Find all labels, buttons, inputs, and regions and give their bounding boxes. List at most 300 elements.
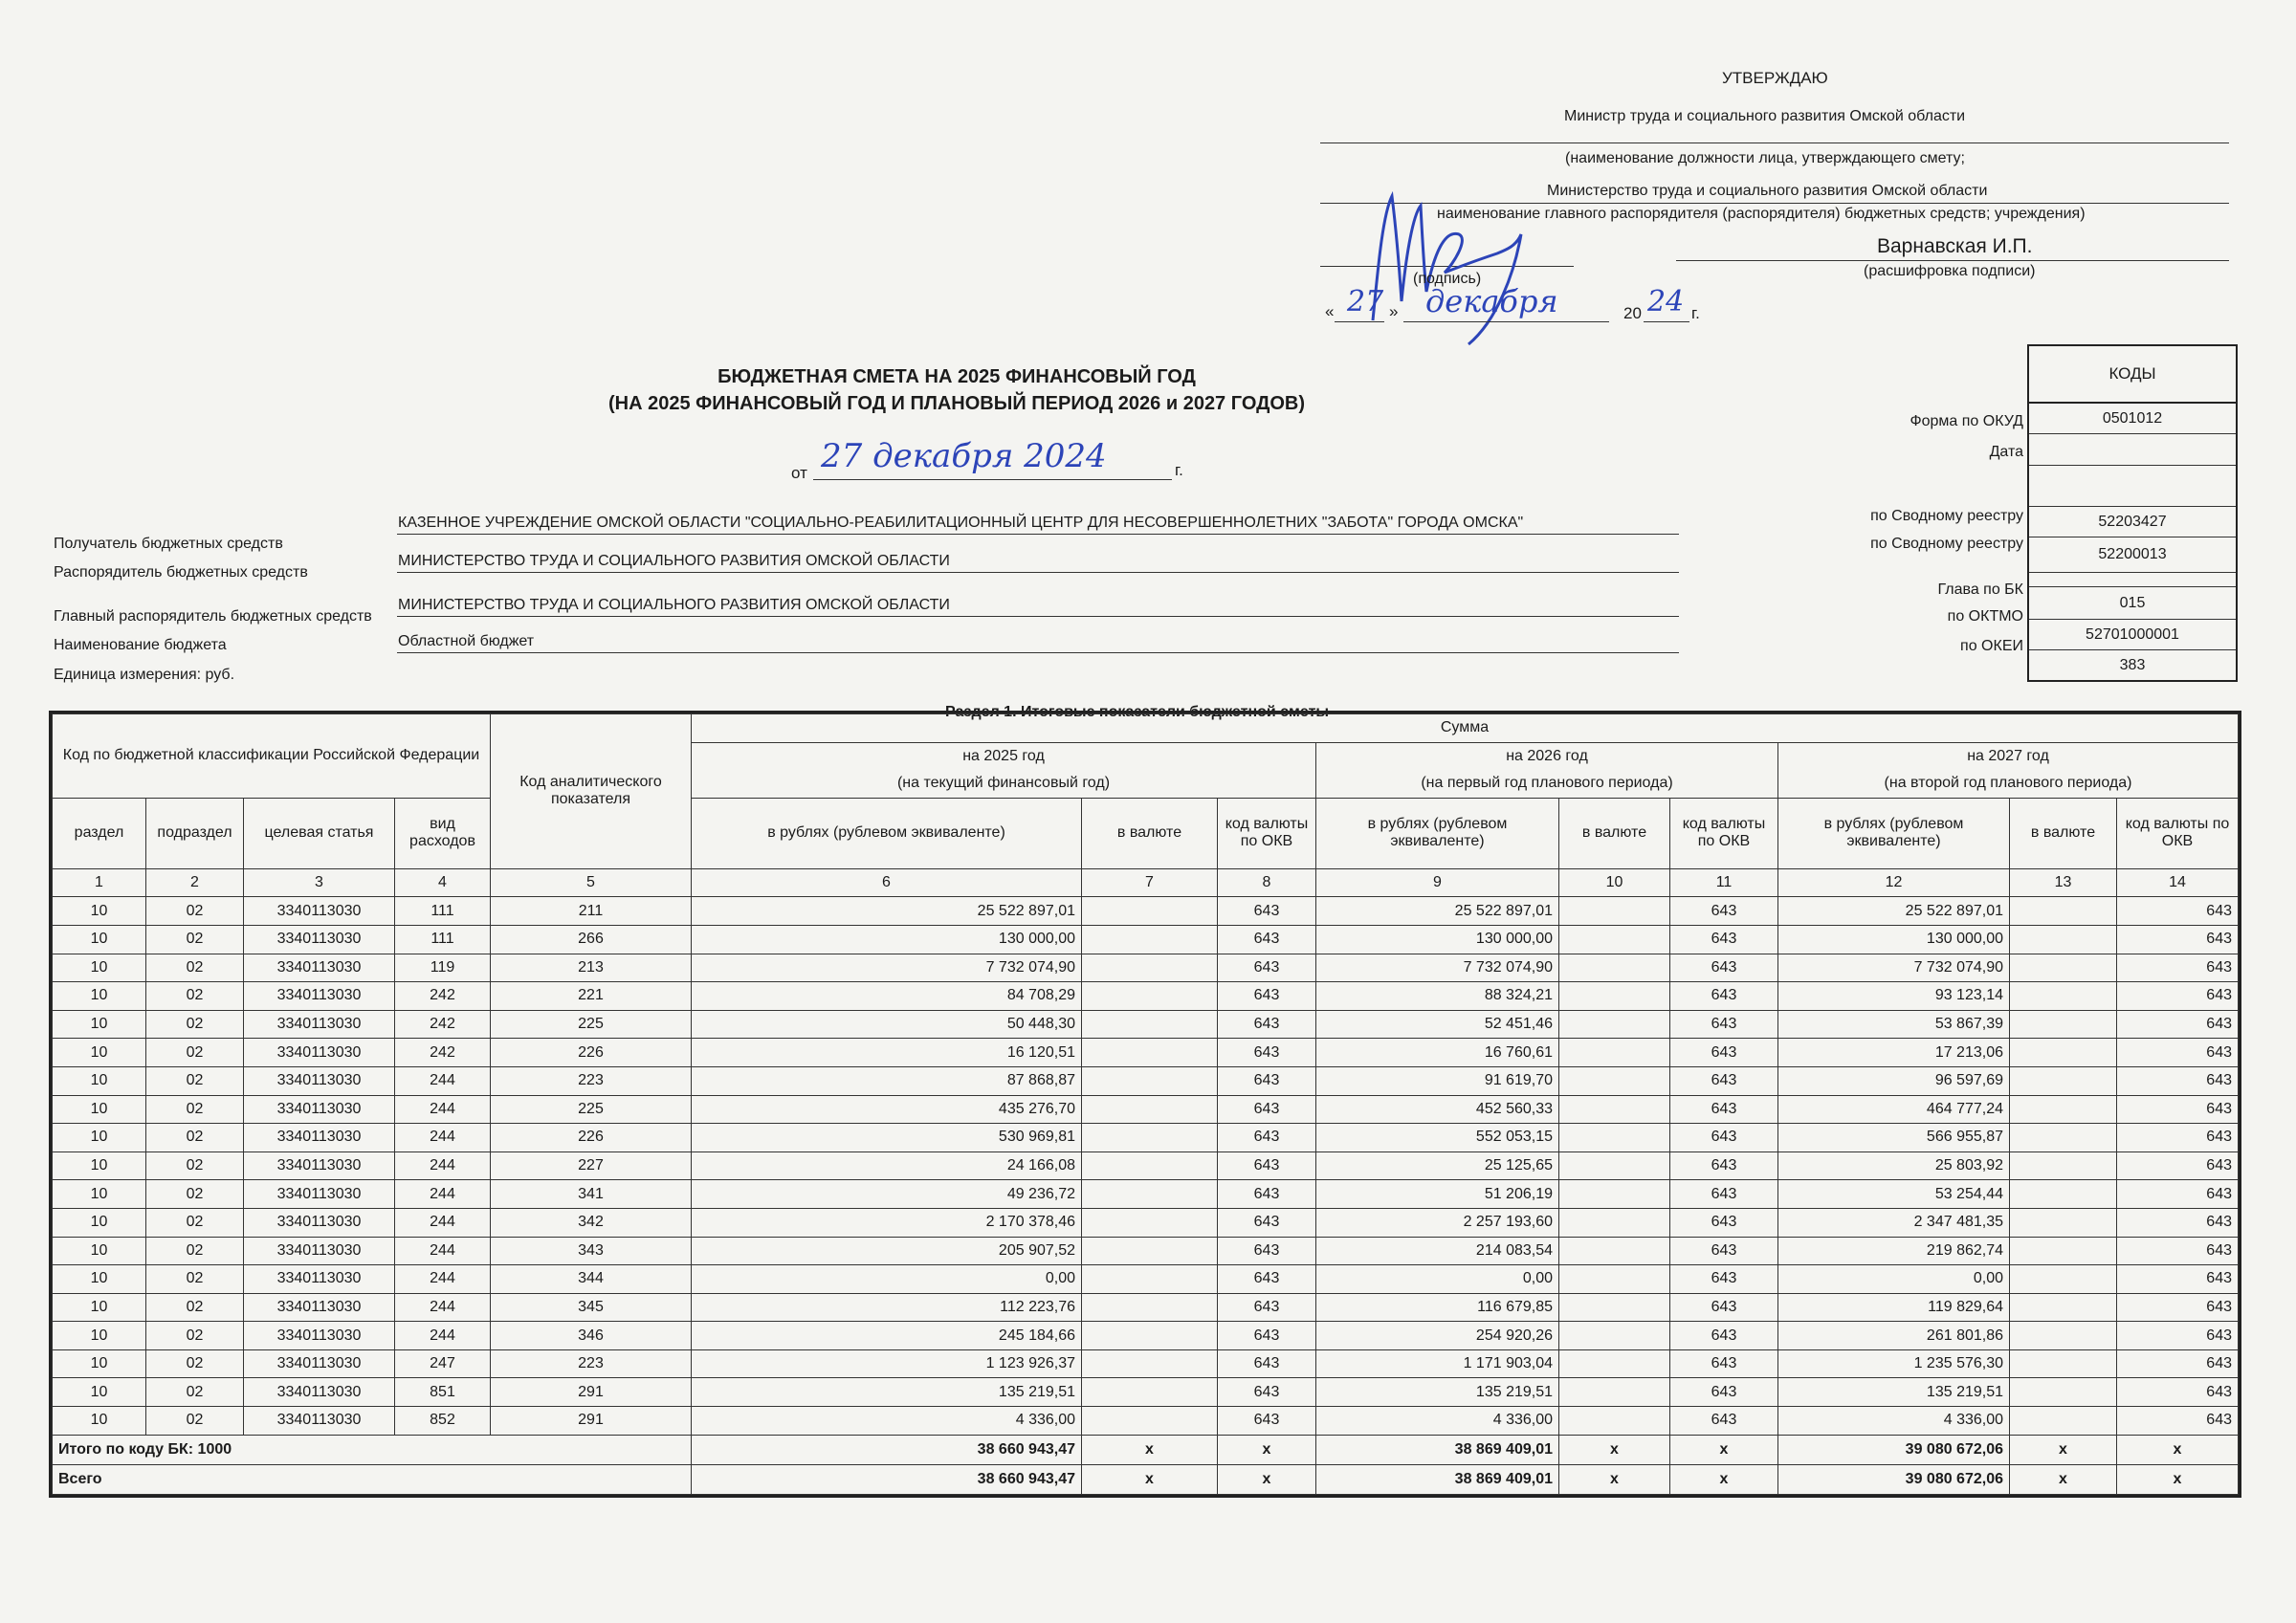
table-cell: 221 xyxy=(491,982,692,1011)
table-row xyxy=(53,1124,2239,1152)
table-cell: 205 907,52 xyxy=(692,1237,1082,1265)
table-cell: 02 xyxy=(146,1265,244,1294)
th-2026: на 2026 год xyxy=(1316,742,1778,770)
table-cell xyxy=(1082,897,1218,926)
approve-date-day: 27 xyxy=(1347,285,1384,318)
table-cell: 50 448,30 xyxy=(692,1010,1082,1039)
table-cell: 3340113030 xyxy=(244,1378,395,1407)
codes-header: КОДЫ xyxy=(2029,346,2236,404)
budget-table xyxy=(52,713,2239,1495)
table-cell: 02 xyxy=(146,954,244,982)
table-cell: 242 xyxy=(395,1039,491,1067)
table-cell: 643 xyxy=(2117,1322,2239,1350)
table-cell: 643 xyxy=(2117,982,2239,1011)
table-cell xyxy=(1559,1208,1670,1237)
table-cell: 10 xyxy=(53,1208,146,1237)
table-cell xyxy=(2010,1265,2117,1294)
table-cell: 643 xyxy=(1670,1010,1778,1039)
table-cell: 111 xyxy=(395,897,491,926)
th-kbk: Код по бюджетной классификации Российской Федерации xyxy=(53,714,491,799)
table-cell: 643 xyxy=(1218,925,1316,954)
table-cell: 10 xyxy=(53,1265,146,1294)
table-cell: 10 xyxy=(53,897,146,926)
table-cell: 566 955,87 xyxy=(1778,1124,2010,1152)
table-cell: 643 xyxy=(1670,1293,1778,1322)
table-cell: 3340113030 xyxy=(244,1010,395,1039)
table-cell: 643 xyxy=(1670,1039,1778,1067)
th-2027: на 2027 год xyxy=(1778,742,2239,770)
table-cell xyxy=(1082,1407,1218,1436)
table-cell: 851 xyxy=(395,1378,491,1407)
table-cell: 16 120,51 xyxy=(692,1039,1082,1067)
table-cell: 3340113030 xyxy=(244,1322,395,1350)
table-cell: 643 xyxy=(1670,1208,1778,1237)
column-number: 10 xyxy=(1559,868,1670,897)
table-cell: 452 560,33 xyxy=(1316,1095,1559,1124)
table-cell: 643 xyxy=(1670,1095,1778,1124)
table-cell: 643 xyxy=(1670,1151,1778,1180)
table-cell: 242 xyxy=(395,1010,491,1039)
main-manager-value: МИНИСТЕРСТВО ТРУДА И СОЦИАЛЬНОГО РАЗВИТИЯ ОМСКОЙ ОБЛАСТИ xyxy=(398,597,950,613)
table-cell: 643 xyxy=(1218,1151,1316,1180)
recipient-value: КАЗЕННОЕ УЧРЕЖДЕНИЕ ОМСКОЙ ОБЛАСТИ "СОЦИАЛЬНО-РЕАБИЛИТАЦИОННЫЙ ЦЕНТР ДЛЯ НЕСОВЕРШЕННОЛЕТНИХ "ЗАБОТА" ГОРОДА ОМСКА" xyxy=(398,515,1524,531)
table-cell: 219 862,74 xyxy=(1778,1237,2010,1265)
table-cell: 3340113030 xyxy=(244,1180,395,1209)
table-row xyxy=(53,1039,2239,1067)
table-cell: 464 777,24 xyxy=(1778,1095,2010,1124)
column-number: 1 xyxy=(53,868,146,897)
column-numbers-row xyxy=(53,868,2239,897)
table-cell xyxy=(2010,1124,2117,1152)
subtotal-row-cell: 39 080 672,06 xyxy=(1778,1435,2010,1464)
table-cell: 244 xyxy=(395,1151,491,1180)
table-cell: 3340113030 xyxy=(244,1095,395,1124)
table-cell: 93 123,14 xyxy=(1778,982,2010,1011)
table-cell: 344 xyxy=(491,1265,692,1294)
column-number: 14 xyxy=(2117,868,2239,897)
okei-label: по ОКЕИ xyxy=(1960,638,2023,654)
table-cell: 345 xyxy=(491,1293,692,1322)
table-cell: 643 xyxy=(1218,1265,1316,1294)
table-cell: 291 xyxy=(491,1407,692,1436)
table-cell: 25 522 897,01 xyxy=(1778,897,2010,926)
approve-date-year-prefix: 20 xyxy=(1623,304,1642,322)
table-cell: 84 708,29 xyxy=(692,982,1082,1011)
th-val-2027: в валюте xyxy=(2010,798,2117,868)
table-cell: 435 276,70 xyxy=(692,1095,1082,1124)
table-cell: 02 xyxy=(146,982,244,1011)
table-cell: 91 619,70 xyxy=(1316,1066,1559,1095)
table-cell: 643 xyxy=(1670,1349,1778,1378)
table-cell: 3340113030 xyxy=(244,1039,395,1067)
table-cell: 02 xyxy=(146,925,244,954)
unit-label: Единица измерения: руб. xyxy=(54,667,235,683)
doc-title-1: БЮДЖЕТНАЯ СМЕТА НА 2025 ФИНАНСОВЫЙ ГОД xyxy=(718,366,1196,387)
table-cell: 2 170 378,46 xyxy=(692,1208,1082,1237)
codes-box xyxy=(2027,344,2238,682)
th-2027-sub: (на второй год планового периода) xyxy=(1778,770,2239,798)
table-cell xyxy=(1082,1293,1218,1322)
subtotal-row-label: Итого по коду БК: 1000 xyxy=(53,1435,692,1464)
table-row xyxy=(53,1265,2239,1294)
table-cell: 643 xyxy=(1670,1066,1778,1095)
table-cell: 643 xyxy=(1218,954,1316,982)
table-cell: 242 xyxy=(395,982,491,1011)
table-cell: 02 xyxy=(146,1378,244,1407)
th-2025-sub: (на текущий финансовый год) xyxy=(692,770,1316,798)
table-cell: 02 xyxy=(146,1349,244,1378)
code-okei: 383 xyxy=(2119,656,2146,673)
table-cell: 1 235 576,30 xyxy=(1778,1349,2010,1378)
table-cell: 4 336,00 xyxy=(1316,1407,1559,1436)
table-cell: 247 xyxy=(395,1349,491,1378)
signer-name: Варнавская И.П. xyxy=(1877,235,2033,257)
table-cell xyxy=(2010,1208,2117,1237)
table-cell: 1 123 926,37 xyxy=(692,1349,1082,1378)
subtotal-row-cell: x xyxy=(1218,1435,1316,1464)
table-row xyxy=(53,1151,2239,1180)
table-cell: 3340113030 xyxy=(244,1151,395,1180)
table-cell xyxy=(1082,1124,1218,1152)
table-cell: 10 xyxy=(53,1407,146,1436)
table-cell xyxy=(2010,1237,2117,1265)
table-cell: 2 257 193,60 xyxy=(1316,1208,1559,1237)
table-cell xyxy=(1082,1095,1218,1124)
table-cell: 7 732 074,90 xyxy=(692,954,1082,982)
code-oktmo: 52701000001 xyxy=(2029,620,2236,650)
date-label: Дата xyxy=(1989,444,2023,460)
table-cell: 25 125,65 xyxy=(1316,1151,1559,1180)
table-cell: 112 223,76 xyxy=(692,1293,1082,1322)
table-cell: 643 xyxy=(2117,1180,2239,1209)
signature-hint: (подпись) xyxy=(1413,271,1482,287)
table-cell: 342 xyxy=(491,1208,692,1237)
table-cell: 244 xyxy=(395,1237,491,1265)
th-okv-2026: код валюты по ОКВ xyxy=(1670,798,1778,868)
subtotal-row-cell: x xyxy=(2117,1435,2239,1464)
table-cell: 0,00 xyxy=(1316,1265,1559,1294)
table-cell: 244 xyxy=(395,1265,491,1294)
column-number: 5 xyxy=(491,868,692,897)
table-cell: 130 000,00 xyxy=(692,925,1082,954)
table-cell: 643 xyxy=(2117,1265,2239,1294)
table-cell: 643 xyxy=(1670,1237,1778,1265)
table-cell: 49 236,72 xyxy=(692,1180,1082,1209)
table-cell: 244 xyxy=(395,1208,491,1237)
table-cell xyxy=(1559,925,1670,954)
table-cell: 3340113030 xyxy=(244,1208,395,1237)
table-cell xyxy=(2010,1378,2117,1407)
column-number: 3 xyxy=(244,868,395,897)
reestr-label-2: по Сводному реестру xyxy=(1870,536,2023,552)
table-cell: 10 xyxy=(53,1151,146,1180)
table-cell xyxy=(1082,1322,1218,1350)
table-cell: 02 xyxy=(146,1293,244,1322)
table-cell: 643 xyxy=(2117,1124,2239,1152)
table-cell: 0,00 xyxy=(1778,1265,2010,1294)
code-reestr-1: 52203427 xyxy=(2029,507,2236,537)
table-cell: 3340113030 xyxy=(244,1265,395,1294)
table-cell: 643 xyxy=(1218,1124,1316,1152)
table-cell xyxy=(1082,1039,1218,1067)
table-cell: 245 184,66 xyxy=(692,1322,1082,1350)
table-row xyxy=(53,1349,2239,1378)
subtotal-row-cell: x xyxy=(1670,1435,1778,1464)
table-cell: 261 801,86 xyxy=(1778,1322,2010,1350)
total-row-cell: x xyxy=(1559,1464,1670,1494)
table-cell: 02 xyxy=(146,1010,244,1039)
th-podrazdel: подраздел xyxy=(146,798,244,868)
th-okv-2027: код валюты по ОКВ xyxy=(2117,798,2239,868)
table-cell: 02 xyxy=(146,897,244,926)
table-cell xyxy=(2010,1066,2117,1095)
table-cell: 02 xyxy=(146,1237,244,1265)
table-cell: 291 xyxy=(491,1378,692,1407)
section-title: Раздел 1. Итоговые показатели бюджетной сметы xyxy=(945,704,1330,720)
table-row xyxy=(53,1322,2239,1350)
table-row xyxy=(53,925,2239,954)
codes-labels xyxy=(1626,344,2023,660)
table-cell: 88 324,21 xyxy=(1316,982,1559,1011)
table-cell xyxy=(1559,1265,1670,1294)
table-cell xyxy=(1559,1151,1670,1180)
table-cell: 53 254,44 xyxy=(1778,1180,2010,1209)
total-row-label: Всего xyxy=(53,1464,692,1494)
table-cell: 0,00 xyxy=(692,1265,1082,1294)
table-cell: 643 xyxy=(1218,1322,1316,1350)
table-row xyxy=(53,1066,2239,1095)
table-cell: 02 xyxy=(146,1322,244,1350)
table-cell: 10 xyxy=(53,1237,146,1265)
table-cell: 643 xyxy=(1218,1180,1316,1209)
table-cell: 530 969,81 xyxy=(692,1124,1082,1152)
table-cell: 02 xyxy=(146,1208,244,1237)
approve-date-month: декабря xyxy=(1425,283,1558,319)
table-cell: 643 xyxy=(1670,1378,1778,1407)
table-row xyxy=(53,1180,2239,1209)
table-cell: 643 xyxy=(2117,1010,2239,1039)
table-cell: 3340113030 xyxy=(244,1407,395,1436)
approve-date-year-suffix: 24 xyxy=(1647,285,1685,318)
table-cell: 643 xyxy=(1218,1066,1316,1095)
position-hint: (наименование должности лица, утверждающего смету; xyxy=(1565,150,1965,166)
table-cell: 643 xyxy=(2117,1066,2239,1095)
table-cell: 02 xyxy=(146,1151,244,1180)
table-cell: 214 083,54 xyxy=(1316,1237,1559,1265)
table-cell: 643 xyxy=(1670,954,1778,982)
table-cell: 02 xyxy=(146,1124,244,1152)
approve-date-g: г. xyxy=(1691,304,1700,322)
table-cell xyxy=(1559,1010,1670,1039)
total-row-cell: x xyxy=(2117,1464,2239,1494)
table-row xyxy=(53,1293,2239,1322)
table-cell xyxy=(1082,1208,1218,1237)
table-cell xyxy=(1559,954,1670,982)
table-cell xyxy=(1082,1349,1218,1378)
table-cell: 3340113030 xyxy=(244,1066,395,1095)
table-cell: 643 xyxy=(2117,954,2239,982)
table-cell: 02 xyxy=(146,1066,244,1095)
table-cell: 135 219,51 xyxy=(1316,1378,1559,1407)
table-cell: 643 xyxy=(2117,1095,2239,1124)
table-cell xyxy=(1559,1378,1670,1407)
table-cell xyxy=(2010,1151,2117,1180)
table-cell xyxy=(1559,1039,1670,1067)
column-number: 12 xyxy=(1778,868,2010,897)
th-okv-2025: код валюты по ОКВ xyxy=(1218,798,1316,868)
table-cell: 223 xyxy=(491,1349,692,1378)
total-row-cell: 38 869 409,01 xyxy=(1316,1464,1559,1494)
column-number: 7 xyxy=(1082,868,1218,897)
table-cell: 10 xyxy=(53,1095,146,1124)
table-cell xyxy=(1559,1066,1670,1095)
table-cell: 25 803,92 xyxy=(1778,1151,2010,1180)
table-cell: 51 206,19 xyxy=(1316,1180,1559,1209)
table-cell: 130 000,00 xyxy=(1778,925,2010,954)
th-2026-sub: (на первый год планового периода) xyxy=(1316,770,1778,798)
table-cell: 96 597,69 xyxy=(1778,1066,2010,1095)
table-cell xyxy=(1559,1095,1670,1124)
subtotal-row-cell: x xyxy=(2010,1435,2117,1464)
approver-org: Министерство труда и социального развития Омской области xyxy=(1547,183,1988,199)
table-cell: 643 xyxy=(2117,1151,2239,1180)
th-rub-2027: в рублях (рублевом эквиваленте) xyxy=(1778,798,2010,868)
table-cell: 341 xyxy=(491,1180,692,1209)
table-cell: 02 xyxy=(146,1095,244,1124)
total-row-cell: x xyxy=(2010,1464,2117,1494)
th-analytic: Код аналитического показателя xyxy=(491,714,692,869)
column-number: 4 xyxy=(395,868,491,897)
table-row xyxy=(53,1208,2239,1237)
table-cell xyxy=(1082,954,1218,982)
signature-mark xyxy=(1354,177,1545,349)
table-cell: 3340113030 xyxy=(244,1349,395,1378)
column-number: 8 xyxy=(1218,868,1316,897)
approver-position: Министр труда и социального развития Омской области xyxy=(1564,108,1966,124)
table-cell xyxy=(1559,1124,1670,1152)
table-cell xyxy=(1559,1407,1670,1436)
table-cell: 4 336,00 xyxy=(692,1407,1082,1436)
table-cell xyxy=(1559,982,1670,1011)
th-rub-2026: в рублях (рублевом эквиваленте) xyxy=(1316,798,1559,868)
table-cell xyxy=(1082,1180,1218,1209)
table-cell: 643 xyxy=(1218,1378,1316,1407)
signer-line xyxy=(1676,260,2229,261)
table-cell: 02 xyxy=(146,1039,244,1067)
table-cell xyxy=(1559,1349,1670,1378)
table-cell: 643 xyxy=(1218,1293,1316,1322)
table-cell: 225 xyxy=(491,1010,692,1039)
oktmo-label: по ОКТМО xyxy=(1947,608,2023,625)
th-2025: на 2025 год xyxy=(692,742,1316,770)
table-cell: 244 xyxy=(395,1293,491,1322)
th-vid: вид расходов xyxy=(395,798,491,868)
table-cell: 643 xyxy=(2117,1293,2239,1322)
table-cell: 643 xyxy=(2117,925,2239,954)
table-row xyxy=(53,954,2239,982)
table-cell xyxy=(1082,1151,1218,1180)
table-cell: 643 xyxy=(1218,982,1316,1011)
table-cell: 643 xyxy=(1218,1349,1316,1378)
table-cell: 17 213,06 xyxy=(1778,1039,2010,1067)
table-cell xyxy=(1559,897,1670,926)
table-cell: 244 xyxy=(395,1066,491,1095)
doc-date-ot: от xyxy=(791,464,807,482)
table-cell: 52 451,46 xyxy=(1316,1010,1559,1039)
table-cell: 10 xyxy=(53,1293,146,1322)
table-cell: 211 xyxy=(491,897,692,926)
manager-label: Распорядитель бюджетных средств xyxy=(54,564,308,581)
manager-value: МИНИСТЕРСТВО ТРУДА И СОЦИАЛЬНОГО РАЗВИТИЯ ОМСКОЙ ОБЛАСТИ xyxy=(398,553,950,569)
table-cell: 02 xyxy=(146,1407,244,1436)
subtotal-row-cell: x xyxy=(1082,1435,1218,1464)
table-cell: 116 679,85 xyxy=(1316,1293,1559,1322)
table-cell: 643 xyxy=(1218,1039,1316,1067)
table-cell xyxy=(2010,1407,2117,1436)
table-cell: 3340113030 xyxy=(244,982,395,1011)
table-cell: 10 xyxy=(53,1180,146,1209)
table-row xyxy=(53,1237,2239,1265)
table-cell xyxy=(1559,1322,1670,1350)
table-row xyxy=(53,982,2239,1011)
table-cell: 225 xyxy=(491,1095,692,1124)
table-cell: 02 xyxy=(146,1180,244,1209)
table-cell: 10 xyxy=(53,1039,146,1067)
table-cell xyxy=(1559,1293,1670,1322)
table-cell: 53 867,39 xyxy=(1778,1010,2010,1039)
table-cell: 643 xyxy=(1670,1180,1778,1209)
table-cell: 3340113030 xyxy=(244,954,395,982)
table-cell: 135 219,51 xyxy=(692,1378,1082,1407)
subtotal-row-cell: x xyxy=(1559,1435,1670,1464)
budget-label: Наименование бюджета xyxy=(54,637,227,653)
signer-hint: (расшифровка подписи) xyxy=(1864,263,2036,279)
table-cell: 643 xyxy=(1218,1010,1316,1039)
total-row-cell: 39 080 672,06 xyxy=(1778,1464,2010,1494)
table-cell: 343 xyxy=(491,1237,692,1265)
table-cell: 643 xyxy=(1218,1407,1316,1436)
table-cell: 643 xyxy=(2117,1349,2239,1378)
table-cell xyxy=(2010,954,2117,982)
table-cell: 10 xyxy=(53,1322,146,1350)
total-row-cell: x xyxy=(1670,1464,1778,1494)
table-cell xyxy=(2010,1010,2117,1039)
table-cell: 227 xyxy=(491,1151,692,1180)
table-cell xyxy=(2010,1322,2117,1350)
column-number: 11 xyxy=(1670,868,1778,897)
table-cell: 24 166,08 xyxy=(692,1151,1082,1180)
table-cell xyxy=(2010,1349,2117,1378)
table-cell: 643 xyxy=(2117,1237,2239,1265)
th-val-2025: в валюте xyxy=(1082,798,1218,868)
subtotal-row-cell: 38 869 409,01 xyxy=(1316,1435,1559,1464)
table-cell: 643 xyxy=(2117,1378,2239,1407)
table-cell: 7 732 074,90 xyxy=(1316,954,1559,982)
table-cell: 226 xyxy=(491,1124,692,1152)
table-cell: 643 xyxy=(1218,1095,1316,1124)
table-cell: 643 xyxy=(1670,1407,1778,1436)
table-row xyxy=(53,1095,2239,1124)
th-rub-2025: в рублях (рублевом эквиваленте) xyxy=(692,798,1082,868)
table-cell: 244 xyxy=(395,1124,491,1152)
total-row xyxy=(53,1464,2239,1494)
table-cell xyxy=(2010,1039,2117,1067)
table-cell: 226 xyxy=(491,1039,692,1067)
table-cell: 643 xyxy=(1218,897,1316,926)
doc-date: 27 декабря 2024 xyxy=(821,437,1107,475)
table-cell xyxy=(1082,1237,1218,1265)
table-cell xyxy=(2010,982,2117,1011)
